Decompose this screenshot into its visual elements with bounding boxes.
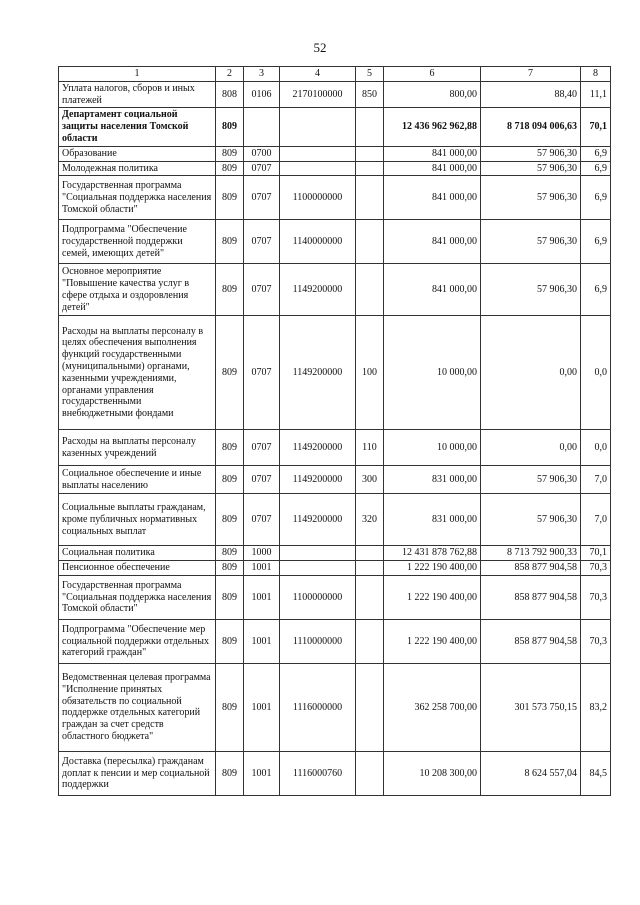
cell-expense-type [356,546,384,561]
cell-percent: 11,1 [581,81,611,108]
table-header-row [59,67,611,82]
cell-name: Государственная программа "Социальная поддержка населения Томской области" [59,575,216,619]
cell-ministry-code: 809 [216,264,244,316]
cell-ministry-code: 808 [216,81,244,108]
cell-executed: 57 906,30 [481,264,581,316]
cell-percent: 70,1 [581,108,611,146]
table-row [59,146,611,161]
cell-target-article: 1149200000 [280,466,356,494]
cell-name: Департамент социальной защиты населения Томской области [59,108,216,146]
cell-name: Расходы на выплаты персоналу казенных учреждений [59,430,216,466]
cell-target-article: 1149200000 [280,316,356,430]
cell-expense-type: 300 [356,466,384,494]
cell-executed: 301 573 750,15 [481,663,581,751]
cell-name: Подпрограмма "Обеспечение государственной поддержки семей, имеющих детей" [59,220,216,264]
cell-target-article [280,546,356,561]
cell-percent: 7,0 [581,494,611,546]
cell-planned: 12 436 962 962,88 [384,108,481,146]
cell-name: Социальное обеспечение и иные выплаты населению [59,466,216,494]
cell-percent: 6,9 [581,220,611,264]
table-row [59,663,611,751]
cell-ministry-code: 809 [216,108,244,146]
cell-expense-type [356,161,384,176]
table-row [59,81,611,108]
column-number-8: 8 [581,67,611,82]
cell-executed: 57 906,30 [481,494,581,546]
cell-expense-type [356,264,384,316]
cell-expense-type [356,751,384,795]
cell-section-code: 1001 [244,619,280,663]
cell-executed: 858 877 904,58 [481,575,581,619]
cell-percent: 6,9 [581,161,611,176]
cell-planned: 841 000,00 [384,176,481,220]
cell-expense-type [356,575,384,619]
table-row [59,494,611,546]
cell-ministry-code: 809 [216,619,244,663]
cell-section-code: 0707 [244,430,280,466]
cell-section-code [244,108,280,146]
cell-expense-type: 320 [356,494,384,546]
cell-planned: 841 000,00 [384,161,481,176]
cell-executed: 0,00 [481,316,581,430]
cell-name: Основное мероприятие "Повышение качества услуг в сфере отдыха и оздоровления детей" [59,264,216,316]
cell-name: Ведомственная целевая программа "Исполнение принятых обязательств по социальной поддержке отдельных категорий граждан за счет средств областного бюджета" [59,663,216,751]
cell-expense-type: 850 [356,81,384,108]
cell-planned: 10 000,00 [384,430,481,466]
cell-percent: 70,3 [581,561,611,576]
cell-name: Государственная программа "Социальная поддержка населения Томской области" [59,176,216,220]
cell-ministry-code: 809 [216,220,244,264]
cell-executed: 88,40 [481,81,581,108]
cell-percent: 0,0 [581,430,611,466]
page-number: 52 [313,40,327,55]
cell-expense-type [356,146,384,161]
table-row [59,161,611,176]
cell-percent: 70,3 [581,575,611,619]
cell-percent: 83,2 [581,663,611,751]
cell-executed: 57 906,30 [481,220,581,264]
cell-section-code: 0707 [244,220,280,264]
cell-ministry-code: 809 [216,161,244,176]
cell-target-article: 1149200000 [280,430,356,466]
table-row [59,561,611,576]
table-row [59,220,611,264]
cell-section-code: 0707 [244,176,280,220]
cell-planned: 831 000,00 [384,466,481,494]
table-row [59,316,611,430]
cell-ministry-code: 809 [216,663,244,751]
cell-planned: 10 000,00 [384,316,481,430]
cell-ministry-code: 809 [216,575,244,619]
cell-section-code: 0707 [244,316,280,430]
table-row [59,619,611,663]
column-number-4: 4 [280,67,356,82]
cell-planned: 841 000,00 [384,264,481,316]
cell-executed: 8 624 557,04 [481,751,581,795]
cell-planned: 1 222 190 400,00 [384,561,481,576]
cell-name: Социальные выплаты гражданам, кроме публичных нормативных социальных выплат [59,494,216,546]
cell-section-code: 0700 [244,146,280,161]
table-row [59,264,611,316]
cell-section-code: 0707 [244,264,280,316]
cell-section-code: 1001 [244,561,280,576]
column-number-1: 1 [59,67,216,82]
cell-section-code: 0707 [244,161,280,176]
table-row [59,751,611,795]
cell-expense-type [356,619,384,663]
cell-percent: 70,1 [581,546,611,561]
cell-executed: 8 718 094 006,63 [481,108,581,146]
cell-expense-type [356,108,384,146]
cell-section-code: 0106 [244,81,280,108]
cell-percent: 6,9 [581,264,611,316]
cell-planned: 1 222 190 400,00 [384,575,481,619]
table-row [59,575,611,619]
cell-executed: 858 877 904,58 [481,561,581,576]
cell-target-article [280,561,356,576]
cell-ministry-code: 809 [216,176,244,220]
cell-planned: 12 431 878 762,88 [384,546,481,561]
cell-section-code: 1001 [244,663,280,751]
cell-planned: 841 000,00 [384,220,481,264]
cell-target-article: 1100000000 [280,575,356,619]
cell-section-code: 1000 [244,546,280,561]
cell-section-code: 1001 [244,751,280,795]
cell-executed: 57 906,30 [481,176,581,220]
cell-target-article: 1110000000 [280,619,356,663]
cell-expense-type [356,663,384,751]
cell-percent: 6,9 [581,176,611,220]
cell-planned: 841 000,00 [384,146,481,161]
cell-ministry-code: 809 [216,430,244,466]
table-row [59,466,611,494]
cell-target-article: 1149200000 [280,494,356,546]
cell-name: Пенсионное обеспечение [59,561,216,576]
cell-target-article: 1116000760 [280,751,356,795]
cell-target-article: 2170100000 [280,81,356,108]
cell-name: Образование [59,146,216,161]
column-number-6: 6 [384,67,481,82]
cell-name: Доставка (пересылка) гражданам доплат к пенсии и мер социальной поддержки [59,751,216,795]
cell-planned: 1 222 190 400,00 [384,619,481,663]
cell-ministry-code: 809 [216,466,244,494]
cell-executed: 57 906,30 [481,146,581,161]
cell-percent: 7,0 [581,466,611,494]
cell-section-code: 0707 [244,466,280,494]
cell-name: Расходы на выплаты персоналу в целях обеспечения выполнения функций государственными (муниципальными) органами, казенными учреждениями, органами управления государственными внебюджетными фондами [59,316,216,430]
cell-target-article: 1116000000 [280,663,356,751]
column-number-3: 3 [244,67,280,82]
cell-expense-type [356,220,384,264]
cell-target-article: 1149200000 [280,264,356,316]
column-number-2: 2 [216,67,244,82]
cell-ministry-code: 809 [216,751,244,795]
table-row [59,176,611,220]
cell-planned: 362 258 700,00 [384,663,481,751]
cell-ministry-code: 809 [216,146,244,161]
cell-executed: 57 906,30 [481,161,581,176]
cell-name: Подпрограмма "Обеспечение мер социальной поддержки отдельных категорий граждан" [59,619,216,663]
table-row [59,546,611,561]
cell-executed: 0,00 [481,430,581,466]
cell-percent: 0,0 [581,316,611,430]
cell-expense-type [356,561,384,576]
cell-executed: 57 906,30 [481,466,581,494]
cell-name: Социальная политика [59,546,216,561]
cell-percent: 6,9 [581,146,611,161]
column-number-7: 7 [481,67,581,82]
cell-target-article [280,146,356,161]
cell-target-article: 1140000000 [280,220,356,264]
cell-expense-type: 110 [356,430,384,466]
cell-target-article [280,108,356,146]
cell-name: Уплата налогов, сборов и иных платежей [59,81,216,108]
budget-table [58,66,611,796]
cell-planned: 831 000,00 [384,494,481,546]
cell-ministry-code: 809 [216,546,244,561]
table-row [59,430,611,466]
cell-planned: 800,00 [384,81,481,108]
table-row [59,108,611,146]
cell-section-code: 0707 [244,494,280,546]
cell-target-article [280,161,356,176]
cell-expense-type: 100 [356,316,384,430]
cell-name: Молодежная политика [59,161,216,176]
cell-planned: 10 208 300,00 [384,751,481,795]
cell-executed: 8 713 792 900,33 [481,546,581,561]
cell-section-code: 1001 [244,575,280,619]
cell-executed: 858 877 904,58 [481,619,581,663]
cell-percent: 84,5 [581,751,611,795]
column-number-5: 5 [356,67,384,82]
cell-expense-type [356,176,384,220]
cell-ministry-code: 809 [216,494,244,546]
cell-target-article: 1100000000 [280,176,356,220]
cell-percent: 70,3 [581,619,611,663]
cell-ministry-code: 809 [216,316,244,430]
cell-ministry-code: 809 [216,561,244,576]
